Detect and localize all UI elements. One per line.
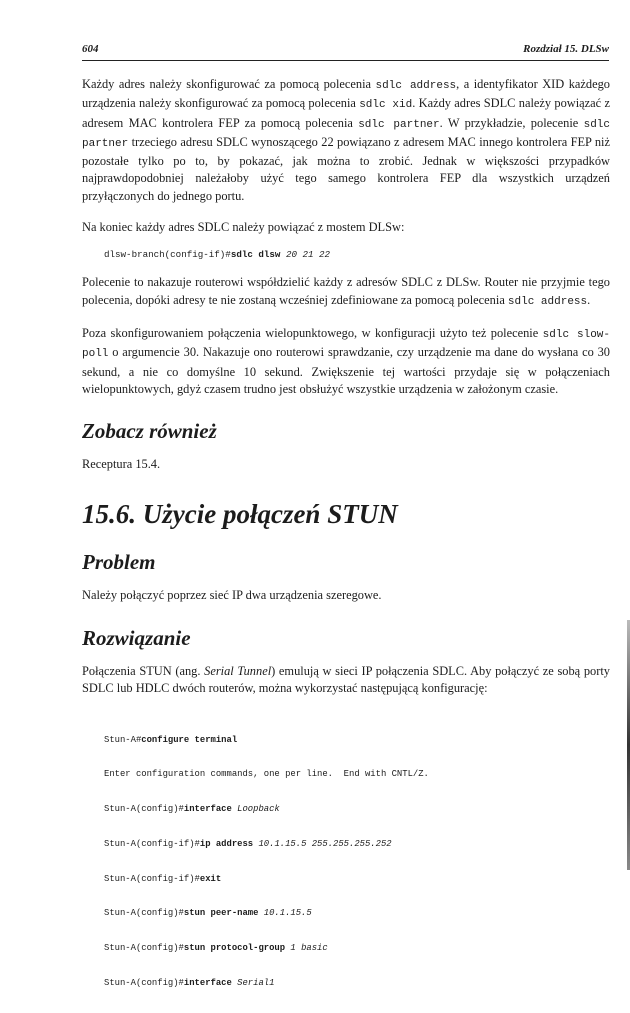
code-line	[104, 874, 610, 886]
code-prompt: Stun-A(config)#	[104, 908, 184, 919]
code-line	[104, 908, 610, 920]
inline-code: sdlc slow-poll	[82, 328, 610, 361]
solution-text	[82, 663, 610, 698]
section-heading: 15.6. Użycie połączeń STUN	[82, 499, 398, 530]
code-args: 1 basic	[285, 943, 328, 954]
text-run: .	[587, 292, 591, 307]
text-run: Poza skonfigurowaniem połączenia wielopunktowego, w konfiguracji użyto też polecenie	[82, 325, 543, 340]
inline-code: sdlc address	[375, 80, 457, 92]
code-args: Loopback	[231, 804, 280, 815]
inline-code: sdlc address	[507, 295, 588, 308]
text-run: . Każdy adres SDLC należy powiązać z adresem MAC kontrolera FEP za pomocą polecenia	[82, 96, 610, 130]
code-line	[104, 804, 610, 816]
text-run: . W przykładzie, polecenie	[439, 115, 584, 130]
inline-code: sdlc partner	[358, 118, 440, 131]
config-code-block	[104, 711, 610, 1012]
code-command: stun protocol-group	[183, 943, 286, 954]
text-run: , a identyfikator XID każdego urządzenia należy skonfigurować za pomocą polecenia	[82, 77, 610, 111]
text-run: ) emulują w sieci IP połączenia SDLC. Aby połączyć ze sobą porty SDLC lub HDLC dwóch routerów, można wykorzystać następującą konfigurację:	[82, 663, 610, 696]
code-command: exit	[199, 873, 222, 884]
chapter-title: Rozdział 15. DLSw	[523, 43, 609, 55]
code-args: 10.1.15.5 255.255.255.252	[253, 838, 392, 849]
text-run: Każdy adres należy skonfigurować za pomocą polecenia	[82, 77, 376, 91]
inline-code: sdlc partner	[82, 118, 610, 150]
solution-heading: Rozwiązanie	[82, 625, 191, 650]
see-also-text: Receptura 15.4.	[82, 457, 161, 472]
code-example	[104, 248, 610, 262]
code-line	[104, 943, 610, 955]
code-prompt: Stun-A(config-if)#	[104, 873, 200, 884]
code-prompt: dlsw-branch(config-if)#	[104, 249, 231, 261]
code-args: 10.1.15.5	[258, 908, 312, 919]
term-italic: Serial Tunnel	[204, 663, 272, 678]
problem-heading: Problem	[82, 550, 156, 575]
text-run: Połączenia STUN (ang.	[82, 663, 205, 678]
paragraph-sdlc-config	[82, 76, 610, 205]
page-content	[82, 76, 610, 1013]
code-command: stun peer-name	[183, 908, 259, 919]
code-command: interface	[183, 804, 232, 815]
code-command: configure terminal	[141, 734, 238, 745]
inline-code: sdlc xid	[359, 99, 413, 112]
code-line	[104, 769, 610, 781]
code-prompt: Stun-A(config-if)#	[104, 838, 200, 849]
code-prompt: Stun-A#	[104, 734, 142, 745]
code-command: sdlc dlsw	[230, 249, 281, 261]
text-run: o argumencie 30. Nakazuje ono routerowi sprawdzanie, czy urządzenie ma dane do wysłana co 30 sekund, a nie co domyślne 10 sekund. Zwiększenie tej wartości przydaje się w połączeniach wielopunktowych, gdyż czasem trudno jest obsłużyć wszystkie urządzenia w założonym czasie.	[82, 345, 610, 396]
running-head	[82, 42, 609, 61]
text-run: Polecenie to nakazuje routerowi współdzielić każdy z adresów SDLC z DLSw. Router nie przyjmie tego polecenia, dopóki adresy te nie zostaną wcześniej zdefiniowane za pomocą polecenia	[82, 275, 610, 307]
code-command: interface	[183, 978, 232, 988]
code-prompt: Stun-A(config)#	[104, 978, 184, 988]
code-prompt: Stun-A(config)#	[104, 804, 184, 815]
code-command: ip address	[199, 838, 254, 849]
code-args: Serial1	[231, 978, 275, 988]
code-prompt: Stun-A(config)#	[104, 943, 184, 954]
code-args: 20 21 22	[280, 249, 331, 261]
problem-text: Należy połączyć poprzez sieć IP dwa urządzenia szeregowe.	[82, 588, 382, 603]
paragraph-slow-poll	[82, 325, 610, 398]
code-line	[104, 735, 610, 747]
code-line	[104, 978, 610, 990]
see-also-heading: Zobacz również	[82, 419, 217, 444]
code-output: Enter configuration commands, one per line. End with CNTL/Z.	[104, 769, 429, 780]
code-line	[104, 839, 610, 851]
page-number: 604	[82, 43, 99, 55]
paragraph-command-explanation	[82, 274, 610, 311]
paragraph-dlsw-bridge: Na koniec każdy adres SDLC należy powiązać z mostem DLSw:	[82, 220, 405, 235]
text-run: trzeciego adresu SDLC wynoszącego 22 powiązano z adresem MAC innego kontrolera FEP niż pozostałe tylko po to, by pokazać, jak można to zrobić. Jednak w większości przypadków najprawdopodobniej należałoby użyć tego samego kontrolera FEP dla wszystkich urządzeń przyłączonych do jednego portu.	[82, 134, 610, 203]
